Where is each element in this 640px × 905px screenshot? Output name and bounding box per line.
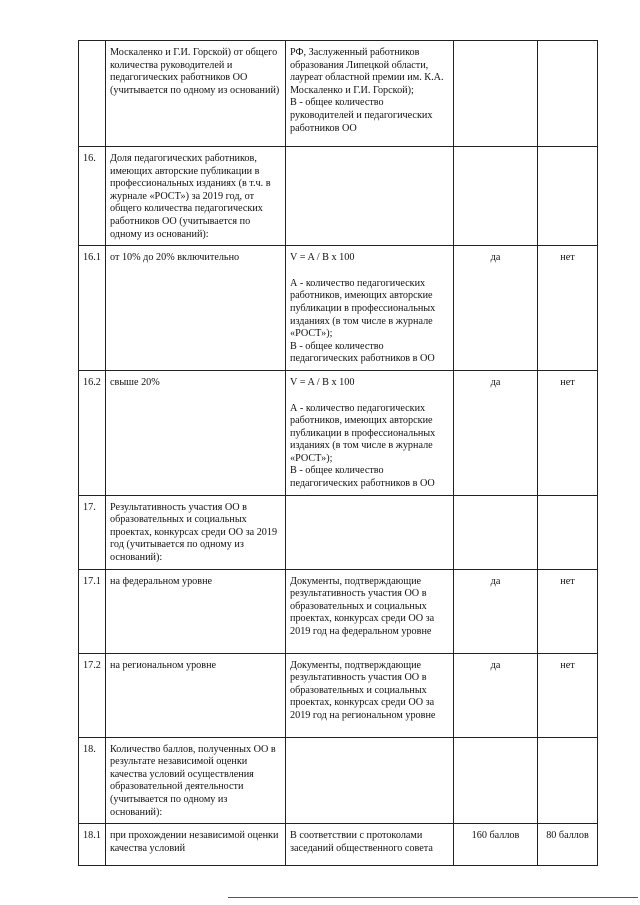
indicator-text: от 10% до 20% включительно [110, 252, 240, 264]
method-cell [286, 246, 454, 371]
yes-cell: да [454, 653, 538, 737]
table-row [79, 370, 598, 495]
row-number: 17.1 [79, 569, 106, 653]
table-row [79, 41, 598, 147]
yes-cell: да [454, 569, 538, 653]
indicator-cell [106, 495, 286, 569]
no-cell: 80 баллов [538, 824, 598, 866]
method-cell [286, 147, 454, 246]
formula-text: V = A / B x 100 [290, 252, 355, 264]
indicator-cell [106, 41, 286, 147]
indicator-cell [106, 370, 286, 495]
method-cell [286, 495, 454, 569]
method-cell [286, 824, 454, 866]
method-cell [286, 653, 454, 737]
table-row [79, 495, 598, 569]
table-row [79, 824, 598, 866]
page-bottom-divider [228, 897, 638, 898]
row-number: 18.1 [79, 824, 106, 866]
indicator-cell [106, 246, 286, 371]
criteria-table [78, 40, 598, 866]
indicator-text: Москаленко и Г.И. Горской) от общего количества руководителей и педагогических работников ОО (учитывается по одному из оснований) [110, 47, 280, 96]
yes-cell [454, 147, 538, 246]
no-cell: нет [538, 653, 598, 737]
method-text: Документы, подтверждающие результативность участия ОО в образовательных и социальных проектах, конкурсах среди ОО за 2019 год на региональном уровне [290, 659, 436, 722]
no-cell [538, 737, 598, 824]
row-number: 18. [79, 737, 106, 824]
no-cell: нет [538, 370, 598, 495]
row-number: 16.1 [79, 246, 106, 371]
method-cell [286, 569, 454, 653]
table-row [79, 653, 598, 737]
indicator-cell [106, 653, 286, 737]
row-number: 17. [79, 495, 106, 569]
indicator-cell [106, 824, 286, 866]
yes-cell [454, 41, 538, 147]
method-text: А - количество педагогических работников, имеющих авторские публикации в профессиональных изданиях (в том числе в журнале «РОСТ»); В - общее количество педагогических работников в ОО [290, 402, 436, 490]
method-cell [286, 370, 454, 495]
no-cell: нет [538, 569, 598, 653]
indicator-text: Результативность участия ОО в образовательных и социальных проектах, конкурсах среди ОО за 2019 год (учитывается по одному из оснований): [110, 501, 278, 564]
method-text: Документы, подтверждающие результативность участия ОО в образовательных и социальных проектах, конкурсах среди ОО за 2019 год на федеральном уровне [290, 575, 435, 638]
table-row [79, 246, 598, 371]
method-cell [286, 41, 454, 147]
yes-cell: 160 баллов [454, 824, 538, 866]
no-cell [538, 495, 598, 569]
method-text: А - количество педагогических работников, имеющих авторские публикации в профессиональных изданиях (в том числе в журнале «РОСТ»); В - общее количество педагогических работников в ОО [290, 277, 436, 365]
method-text: РФ, Заслуженный работников образования Липецкой области, лауреат областной премии им. К.А. Москаленко и Г.И. Горской); В - общее количество руководителей и педагогических работников ОО [290, 47, 444, 134]
yes-cell: да [454, 370, 538, 495]
indicator-text: на региональном уровне [110, 659, 217, 671]
method-text: В соответствии с протоколами заседаний общественного совета [290, 830, 433, 854]
indicator-cell [106, 569, 286, 653]
no-cell [538, 41, 598, 147]
table-row [79, 569, 598, 653]
no-cell [538, 147, 598, 246]
indicator-text: на федеральном уровне [110, 575, 213, 587]
indicator-text: при прохождении независимой оценки качества условий [110, 830, 279, 854]
indicator-cell [106, 737, 286, 824]
table-row [79, 737, 598, 824]
row-number: 16.2 [79, 370, 106, 495]
row-number: 16. [79, 147, 106, 246]
indicator-text: свыше 20% [110, 376, 160, 388]
yes-cell [454, 495, 538, 569]
no-cell: нет [538, 246, 598, 371]
indicator-text: Доля педагогических работников, имеющих авторские публикации в профессиональных изданиях (в т.ч. в журнале «РОСТ») за 2019 год, от общего количества педагогических работников ОО (учитывается по одному из оснований): [110, 153, 271, 240]
indicator-text: Количество баллов, полученных ОО в результате независимой оценки качества условий осуществления образовательной деятельности (учитывается по одному из оснований): [110, 743, 276, 818]
method-cell [286, 737, 454, 824]
yes-cell: да [454, 246, 538, 371]
yes-cell [454, 737, 538, 824]
row-number [79, 41, 106, 147]
indicator-cell [106, 147, 286, 246]
row-number: 17.2 [79, 653, 106, 737]
table-row [79, 147, 598, 246]
formula-text: V = A / B x 100 [290, 376, 355, 388]
